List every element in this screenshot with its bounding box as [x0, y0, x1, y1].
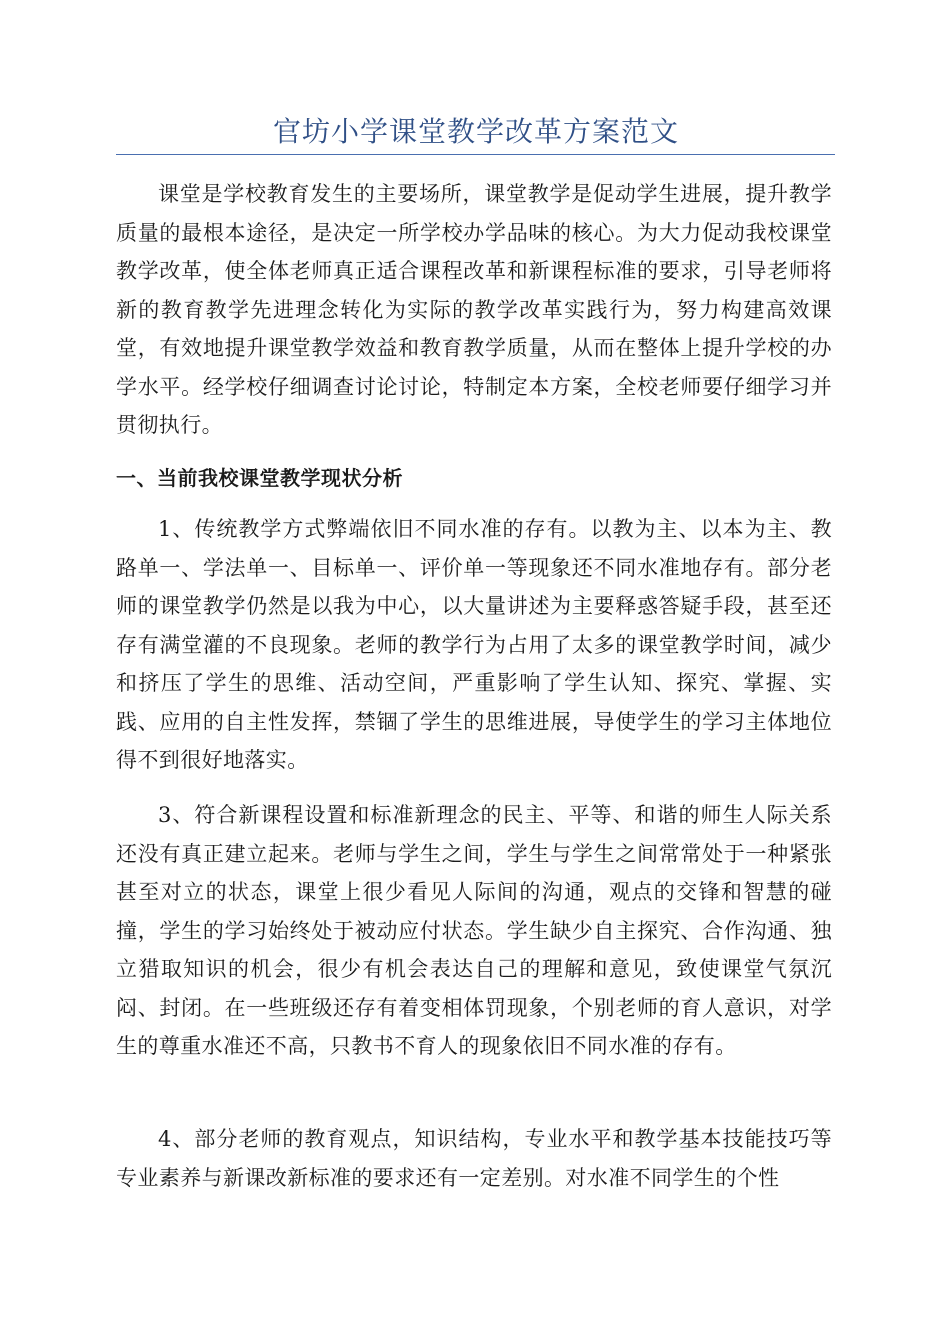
intro-paragraph: 课堂是学校教育发生的主要场所，课堂教学是促动学生进展，提升教学质量的最根本途径，是决定一所学校办学品味的核心。为大力促动我校课堂教学改革，使全体老师真正适合课程改革和新课程标准的要求，引导老师将新的教育教学先进理念转化为实际的教学改革实践行为，努力构建高效课堂，有效地提升课堂教学效益和教育教学质量，从而在整体上提升学校的办学水平。经学校仔细调查讨论讨论，特制定本方案，全校老师要仔细学习并贯彻执行。: [116, 182, 832, 437]
paragraph-3: 3、符合新课程设置和标准新理念的民主、平等、和谐的师生人际关系还没有真正建立起来。老师与学生之间，学生与学生之间常常处于一种紧张甚至对立的状态，课堂上很少看见人际间的沟通，观点的交锋和智慧的碰撞，学生的学习始终处于被动应付状态。学生缺少自主探究、合作沟通、独立猎取知识的机会，很少有机会表达自己的理解和意见，致使课堂气氛沉闷、封闭。在一些班级还存有着变相体罚现象，个别老师的育人意识，对学生的尊重水准还不高，只教书不育人的现象依旧不同水准的存有。: [116, 803, 832, 1058]
title-underline: [116, 154, 835, 155]
document-title: 官坊小学课堂教学改革方案范文: [272, 115, 679, 148]
section-heading: 一、当前我校课堂教学现状分析: [116, 466, 403, 490]
paragraph-1: 1、传统教学方式弊端依旧不同水准的存有。以教为主、以本为主、教路单一、学法单一、目标单一、评价单一等现象还不同水准地存有。部分老师的课堂教学仍然是以我为中心，以大量讲述为主要释惑答疑手段，甚至还存有满堂灌的不良现象。老师的教学行为占用了太多的课堂教学时间，减少和挤压了学生的思维、活动空间，严重影响了学生认知、探究、掌握、实践、应用的自主性发挥，禁锢了学生的思维进展，导使学生的学习主体地位得不到很好地落实。: [116, 517, 832, 772]
paragraph-4: 4、部分老师的教育观点，知识结构，专业水平和教学基本技能技巧等专业素养与新课改新标准的要求还有一定差别。对水准不同学生的个性: [116, 1127, 832, 1190]
